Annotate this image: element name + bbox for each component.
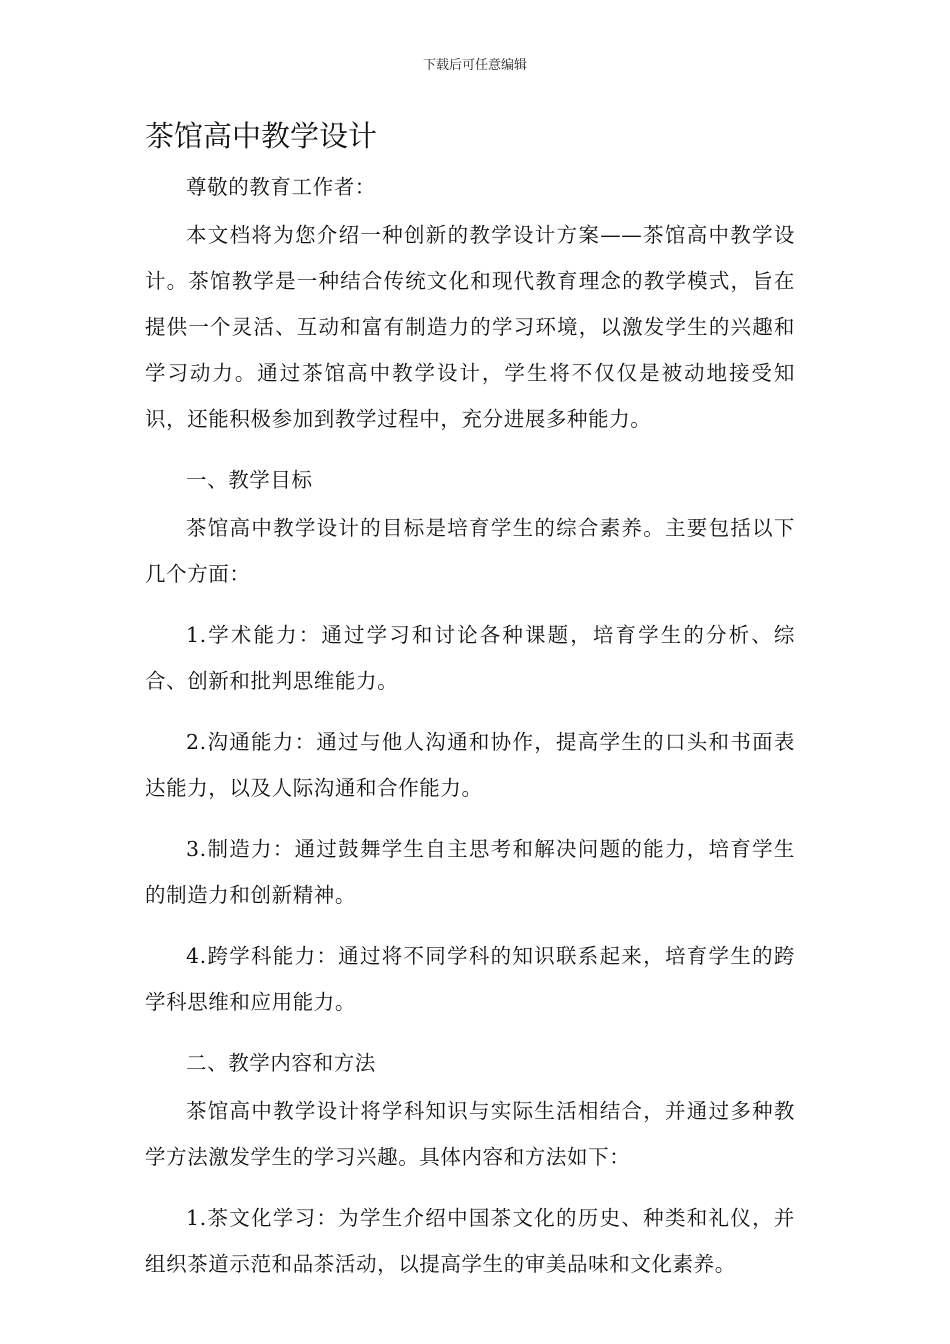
goal-item-academic: 1.学术能力：通过学习和讨论各种课题，培育学生的分析、综合、创新和批判思维能力。 <box>145 623 795 693</box>
goals-intro-paragraph: 茶馆高中教学设计的目标是培育学生的综合素养。主要包括以下几个方面： <box>145 516 795 586</box>
goal-item-creativity: 3.制造力：通过鼓舞学生自主思考和解决问题的能力，培育学生的制造力和创新精神。 <box>145 837 795 907</box>
goal-item-interdisciplinary: 4.跨学科能力：通过将不同学科的知识联系起来，培育学生的跨学科思维和应用能力。 <box>145 944 795 1014</box>
section-heading-content: 二、教学内容和方法 <box>186 1051 376 1075</box>
document-title: 茶馆高中教学设计 <box>145 119 378 153</box>
content-intro-paragraph: 茶馆高中教学设计将学科知识与实际生活相结合，并通过多种教学方法激发学生的学习兴趣。具体内容和方法如下： <box>145 1099 795 1169</box>
content-item-tea-culture: 1.茶文化学习：为学生介绍中国茶文化的历史、种类和礼仪，并组织茶道示范和品茶活动，以提高学生的审美品味和文化素养。 <box>145 1206 795 1276</box>
document-body <box>145 164 795 1302</box>
greeting-paragraph: 尊敬的教育工作者： <box>186 175 376 199</box>
header-note: 下载后可任意编辑 <box>422 58 527 73</box>
section-heading-goals: 一、教学目标 <box>186 468 313 492</box>
intro-paragraph: 本文档将为您介绍一种创新的教学设计方案——茶馆高中教学设计。茶馆教学是一种结合传统文化和现代教育理念的教学模式，旨在提供一个灵活、互动和富有制造力的学习环境，以激发学生的兴趣和学习动力。通过茶馆高中教学设计，学生将不仅仅是被动地接受知识，还能积极参加到教学过程中，充分进展多种能力。 <box>145 223 795 431</box>
goal-item-communication: 2.沟通能力：通过与他人沟通和协作，提高学生的口头和书面表达能力，以及人际沟通和合作能力。 <box>145 730 795 800</box>
